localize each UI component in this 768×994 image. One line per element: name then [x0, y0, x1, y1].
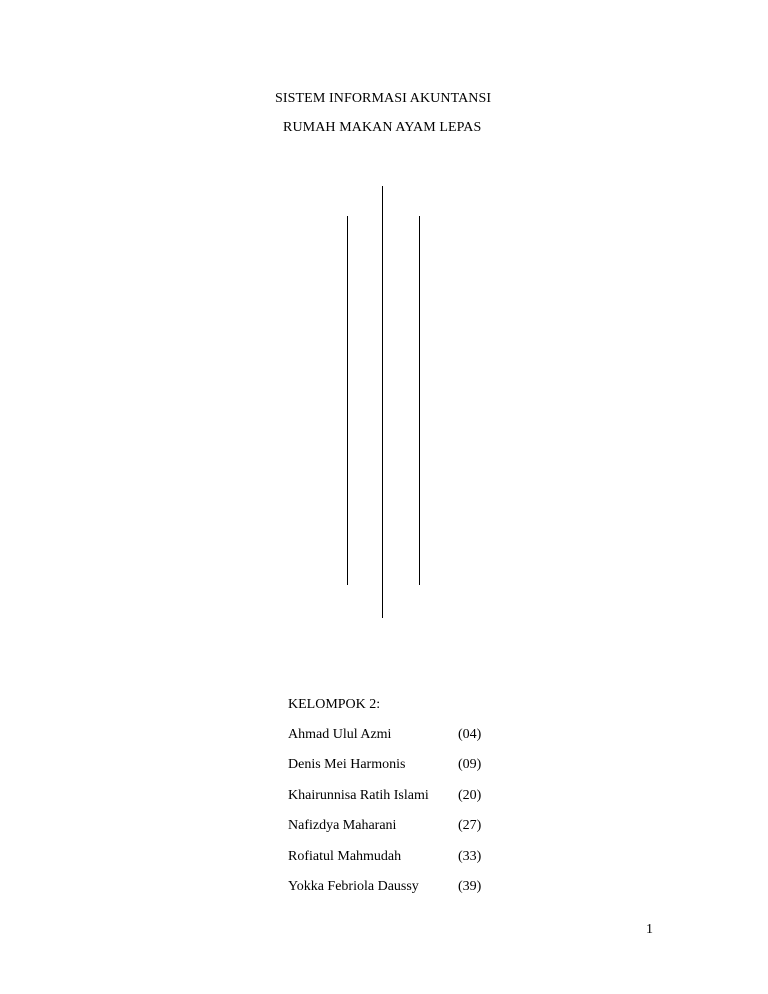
member-row [288, 879, 481, 909]
member-name: Khairunnisa Ratih Islami [288, 787, 429, 803]
member-row [288, 788, 481, 818]
document-title-line-2: RUMAH MAKAN AYAM LEPAS [283, 120, 482, 135]
member-list [288, 727, 481, 909]
decorative-vertical-line-right [419, 216, 420, 585]
member-number: (20) [458, 787, 482, 803]
member-row [288, 727, 481, 757]
member-name: Ahmad Ulul Azmi [288, 727, 392, 742]
member-name: Nafizdya Maharani [288, 818, 397, 834]
member-number: (27) [458, 818, 482, 834]
member-row [288, 757, 481, 787]
member-name: Yokka Febriola Daussy [288, 878, 419, 894]
member-row [288, 849, 481, 879]
member-row [288, 818, 481, 848]
document-title-line-1: SISTEM INFORMASI AKUNTANSI [275, 91, 492, 106]
member-number: (39) [458, 878, 482, 894]
member-number: (04) [458, 727, 482, 742]
group-heading: KELOMPOK 2: [288, 697, 381, 712]
decorative-vertical-line-center [382, 186, 383, 618]
member-name: Rofiatul Mahmudah [288, 848, 402, 864]
page-number: 1 [646, 922, 653, 937]
member-number: (09) [458, 757, 482, 773]
member-number: (33) [458, 848, 482, 864]
member-name: Denis Mei Harmonis [288, 757, 406, 773]
decorative-vertical-line-left [347, 216, 348, 585]
